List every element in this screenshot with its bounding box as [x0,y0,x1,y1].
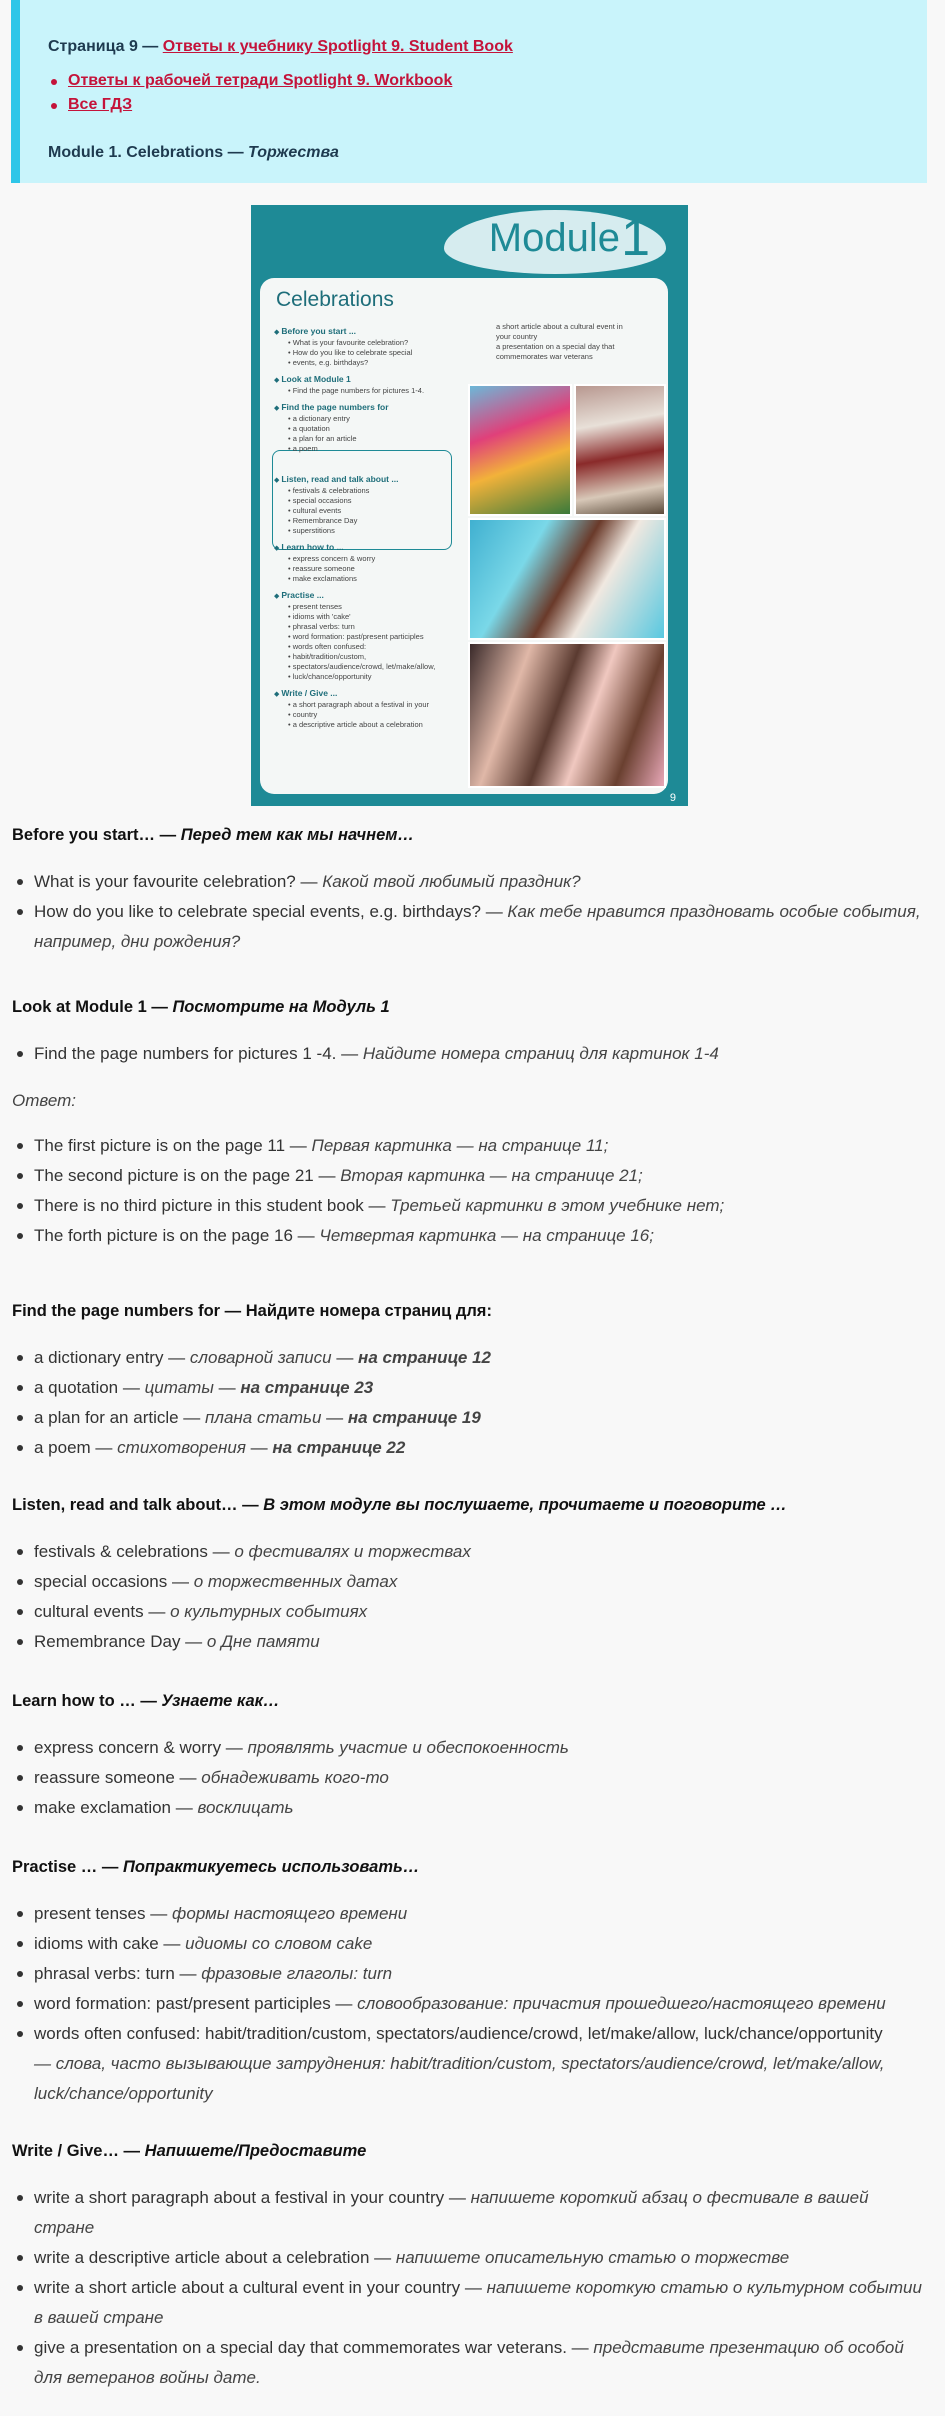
list-item [12,1433,930,1463]
contents-left-column [274,320,454,730]
cover-section-heading: ◆ Learn how to ... [274,542,454,554]
item-ru: словообразование: причастия прошедшего/настоящего времени [357,1994,886,2013]
festival-photo-2 [574,384,666,516]
cover-section-item: • a descriptive article about a celebration [288,720,423,729]
module-ru: Торжества [248,144,339,161]
list-item [12,1989,930,2019]
cover-section-item: a presentation on a special day that [496,342,615,351]
section-learn [12,1692,930,1823]
heading-en: Before you start… — [12,826,181,844]
item-ru: напишете короткий абзац о фестивале в вашей [470,2188,869,2207]
list-item [12,867,930,897]
workbook-link[interactable]: Ответы к рабочей тетради Spotlight 9. Workbook [68,72,453,89]
cover-section-item: • a poem [288,444,318,453]
item-ru: о торжественных датах [193,1572,398,1591]
answer-label: Ответ: [12,1091,77,1110]
item-ru: формы настоящего времени [171,1904,408,1923]
item-en: There is no third picture in this student book — [34,1196,391,1215]
cover-section-item: • a plan for an article [288,434,357,443]
cover-section-heading: ◆ Practise ... [274,590,454,602]
list-item-continuation [12,2049,930,2079]
module-prefix: Module 1. Celebrations — [48,144,249,161]
heading-ru: Попрактикуетесь использовать… [122,1858,420,1876]
listen-list [12,1537,930,1657]
cover-section-item: • habit/tradition/custom, [288,652,367,661]
student-book-link[interactable]: Ответы к учебнику Spotlight 9. Student Book [162,38,513,55]
heading-ru: Узнаете как… [161,1692,280,1710]
cover-section-item: • idioms with 'cake' [288,612,351,621]
cover-page-number: 9 [669,792,676,804]
cover-section-item: • festivals & celebrations [288,486,370,495]
list-item [12,2333,930,2363]
list-item [12,1763,930,1793]
heading-ru: В этом модуле вы послушаете, прочитаете и поговорите … [263,1496,787,1514]
list-item [12,1131,930,1161]
cover-section-item: • words often confused: [288,642,367,651]
cover-section-item: • a dictionary entry [288,414,350,423]
task-list [12,1039,930,1069]
item-ru: представите презентацию об особой [593,2338,904,2357]
related-links [48,72,927,114]
item-ru: Как тебе нравится праздновать особые события, [507,902,921,921]
list-item [12,1929,930,1959]
section-look [12,998,930,1251]
module-title-badge [444,210,666,274]
festival-photo-1 [468,384,572,516]
item-page: на странице 22 [272,1438,406,1457]
item-en: present tenses — [34,1904,172,1923]
cover-section-item: • country [288,710,318,719]
cover-section-item: • a short paragraph about a festival in your [288,700,430,709]
cover-section-item: a short article about a cultural event in [496,322,623,331]
cover-section-item: commemorates war veterans [496,352,593,361]
item-ru: восклицать [197,1798,294,1817]
item-ru: Четвертая картинка — на странице 16; [319,1226,654,1245]
info-box [11,0,927,183]
item-sep: — [213,1378,241,1397]
list-item [12,1899,930,1929]
cover-section-item: • How do you like to celebrate special [288,348,413,357]
cover-section-item: • Remembrance Day [288,516,358,525]
item-en: write a descriptive article about a celebration — [34,2248,396,2267]
list-item [12,1567,930,1597]
cover-section-heading: ◆ Listen, read and talk about ... [274,474,454,486]
list-item [12,1161,930,1191]
cover-section-heading: ◆ Before you start ... [274,326,454,338]
item-ru: напишете короткую статью о культурном событии [486,2278,922,2297]
section-heading [12,998,930,1017]
item-en: cultural events — [34,1602,171,1621]
find-list [12,1343,930,1463]
section-before [12,826,930,957]
cover-section-item: • superstitions [288,526,335,535]
list-item [48,72,927,90]
heading-en: Practise … — [12,1858,123,1876]
item-ru: о культурных событиях [170,1602,368,1621]
heading-en: Write / Give… — [12,2142,145,2160]
item-ru: идиомы со словом cake [185,1934,373,1953]
list-item [12,1793,930,1823]
item-ru: словарной записи [189,1348,332,1367]
birthday-photo [468,642,666,788]
carnival-photo [468,518,666,640]
question-list [12,867,930,957]
section-heading [12,1692,930,1711]
item-ru: проявлять участие и обеспокоенность [247,1738,569,1757]
section-heading [12,1496,930,1515]
cover-section-item: • cultural events [288,506,342,515]
item-ru: luck/chance/opportunity [34,2084,213,2103]
cover-section-item: • What is your favourite celebration? [288,338,409,347]
list-item-continuation [12,2363,930,2393]
item-ru: например, дни рождения? [34,932,241,951]
item-ru: цитаты [144,1378,214,1397]
list-item [12,2243,930,2273]
cover-section-item: your country [496,332,538,341]
section-heading [12,826,930,845]
write-list [12,2183,930,2393]
heading-en: Look at Module 1 — [12,998,173,1016]
item-en: write a short article about a cultural event in your country — [34,2278,487,2297]
item-en: make exclamation — [34,1798,198,1817]
panel-title: Celebrations [276,288,394,311]
item-ru: о фестивалях и торжествах [234,1542,471,1561]
list-item-continuation [12,927,930,957]
item-en: idioms with cake — [34,1934,186,1953]
cover-section-heading: ◆ Write / Give ... [274,688,454,700]
section-heading: Find the page numbers for — Найдите номера страниц для: [12,1302,492,1320]
cover-section-item: • luck/chance/opportunity [288,672,372,681]
list-item [12,1627,930,1657]
item-ru: для ветеранов войны дате. [34,2368,261,2387]
item-ru: — слова, часто вызывающие затруднения: habit/tradition/custom, spectators/audience/crowd, let/make/allow, [34,2054,885,2073]
item-ru: фразовые глаголы: turn [201,1964,393,1983]
list-item [12,1403,930,1433]
list-item [48,96,927,114]
list-item [12,2183,930,2213]
list-item-continuation [12,2079,930,2109]
list-item [12,1959,930,1989]
contents-panel [260,278,668,794]
item-en: a dictionary entry — [34,1348,190,1367]
page-title [48,38,927,56]
heading-ru: Напишете/Предоставите [144,2142,367,2160]
item-en: write a short paragraph about a festival in your country — [34,2188,471,2207]
cover-section-item: • reassure someone [288,564,355,573]
cover-section-item: • Find the page numbers for pictures 1-4. [288,386,425,395]
list-item [12,1373,930,1403]
cover-section-item: • events, e.g. birthdays? [288,358,369,367]
list-item [12,1221,930,1251]
heading-ru: Посмотрите на Модуль 1 [172,998,390,1016]
cover-section-item: • word formation: past/present participles [288,632,424,641]
item-en: What is your favourite celebration? — [34,872,323,891]
list-item [12,897,930,927]
page-prefix: Страница 9 — [48,38,163,55]
item-en: festivals & celebrations — [34,1542,235,1561]
cover-section-item: • a quotation [288,424,330,433]
list-item [12,1597,930,1627]
item-ru: Найдите номера страниц для картинок 1-4 [362,1044,719,1063]
item-ru: стране [34,2218,95,2237]
item-en: a poem — [34,1438,118,1457]
item-en: reassure someone — [34,1768,202,1787]
list-item [12,2273,930,2303]
item-sep: — [331,1348,359,1367]
list-item [12,1343,930,1373]
cover-section-heading: ◆ Look at Module 1 [274,374,454,386]
item-en: How do you like to celebrate special events, e.g. birthdays? — [34,902,508,921]
heading-en: Learn how to … — [12,1692,162,1710]
contents-right-column [482,322,652,362]
item-ru: в вашей стране [34,2308,164,2327]
module-word: Module [488,216,620,260]
item-en: Remembrance Day — [34,1632,207,1651]
section-write [12,2142,930,2393]
item-en: The second picture is on the page 21 — [34,1166,341,1185]
list-item-continuation [12,2213,930,2243]
list-item [12,1733,930,1763]
item-en: express concern & worry — [34,1738,248,1757]
list-item [12,1039,930,1069]
item-en: phrasal verbs: turn — [34,1964,202,1983]
item-sep: — [245,1438,273,1457]
item-page: на странице 12 [358,1348,491,1367]
list-item [12,1537,930,1567]
item-ru: Какой твой любимый праздник? [322,872,581,891]
item-en: Find the page numbers for pictures 1 -4. — [34,1044,363,1063]
item-en: The forth picture is on the page 16 — [34,1226,320,1245]
module-heading [48,144,927,162]
item-page: на странице 23 [240,1378,374,1397]
item-ru: обнадеживать кого-то [201,1768,389,1787]
cover-section-heading: ◆ Find the page numbers for [274,402,454,414]
item-en: a plan for an article — [34,1408,206,1427]
item-en: word formation: past/present participles — [34,1994,358,2013]
list-item [12,1191,930,1221]
item-ru: плана статьи [205,1408,322,1427]
cover-section-item: • present tenses [288,602,342,611]
practise-list [12,1899,930,2109]
item-ru: стихотворения [117,1438,246,1457]
item-en: The first picture is on the page 11 — [34,1136,312,1155]
item-en: words often confused: habit/tradition/custom, spectators/audience/crowd, let/make/allow, luck/chance/opportunity [34,2024,883,2043]
heading-en: Listen, read and talk about… — [12,1496,264,1514]
learn-list [12,1733,930,1823]
item-en: special occasions — [34,1572,194,1591]
cover-section-item: • phrasal verbs: turn [288,622,355,631]
section-practise [12,1858,930,2109]
item-en: give a presentation on a special day that commemorates war veterans. — [34,2338,594,2357]
item-en: a quotation — [34,1378,145,1397]
item-ru: Вторая картинка — на странице 21; [340,1166,643,1185]
item-page: на странице 19 [347,1408,481,1427]
section-listen [12,1496,930,1657]
item-ru: Третьей картинки в этом учебнике нет; [390,1196,725,1215]
module-cover-image [251,205,688,806]
item-sep: — [321,1408,348,1427]
item-ru: о Дне памяти [206,1632,320,1651]
module-number: 1 [621,209,650,267]
cover-section-item: • make exclamations [288,574,357,583]
all-gdz-link[interactable]: Все ГДЗ [68,96,133,113]
item-ru: Первая картинка — на странице 11; [311,1136,609,1155]
list-item [12,2019,930,2049]
answer-list [12,1131,930,1251]
list-item-continuation [12,2303,930,2333]
cover-section-item: • express concern & worry [288,554,376,563]
item-ru: напишете описательную статью о торжестве [395,2248,790,2267]
cover-section-item: • spectators/audience/crowd, let/make/allow, [288,662,436,671]
cover-section-item: • special occasions [288,496,352,505]
section-heading [12,1858,930,1877]
heading-ru: Перед тем как мы начнем… [180,826,414,844]
section-find [12,1302,930,1463]
section-heading [12,2142,930,2161]
